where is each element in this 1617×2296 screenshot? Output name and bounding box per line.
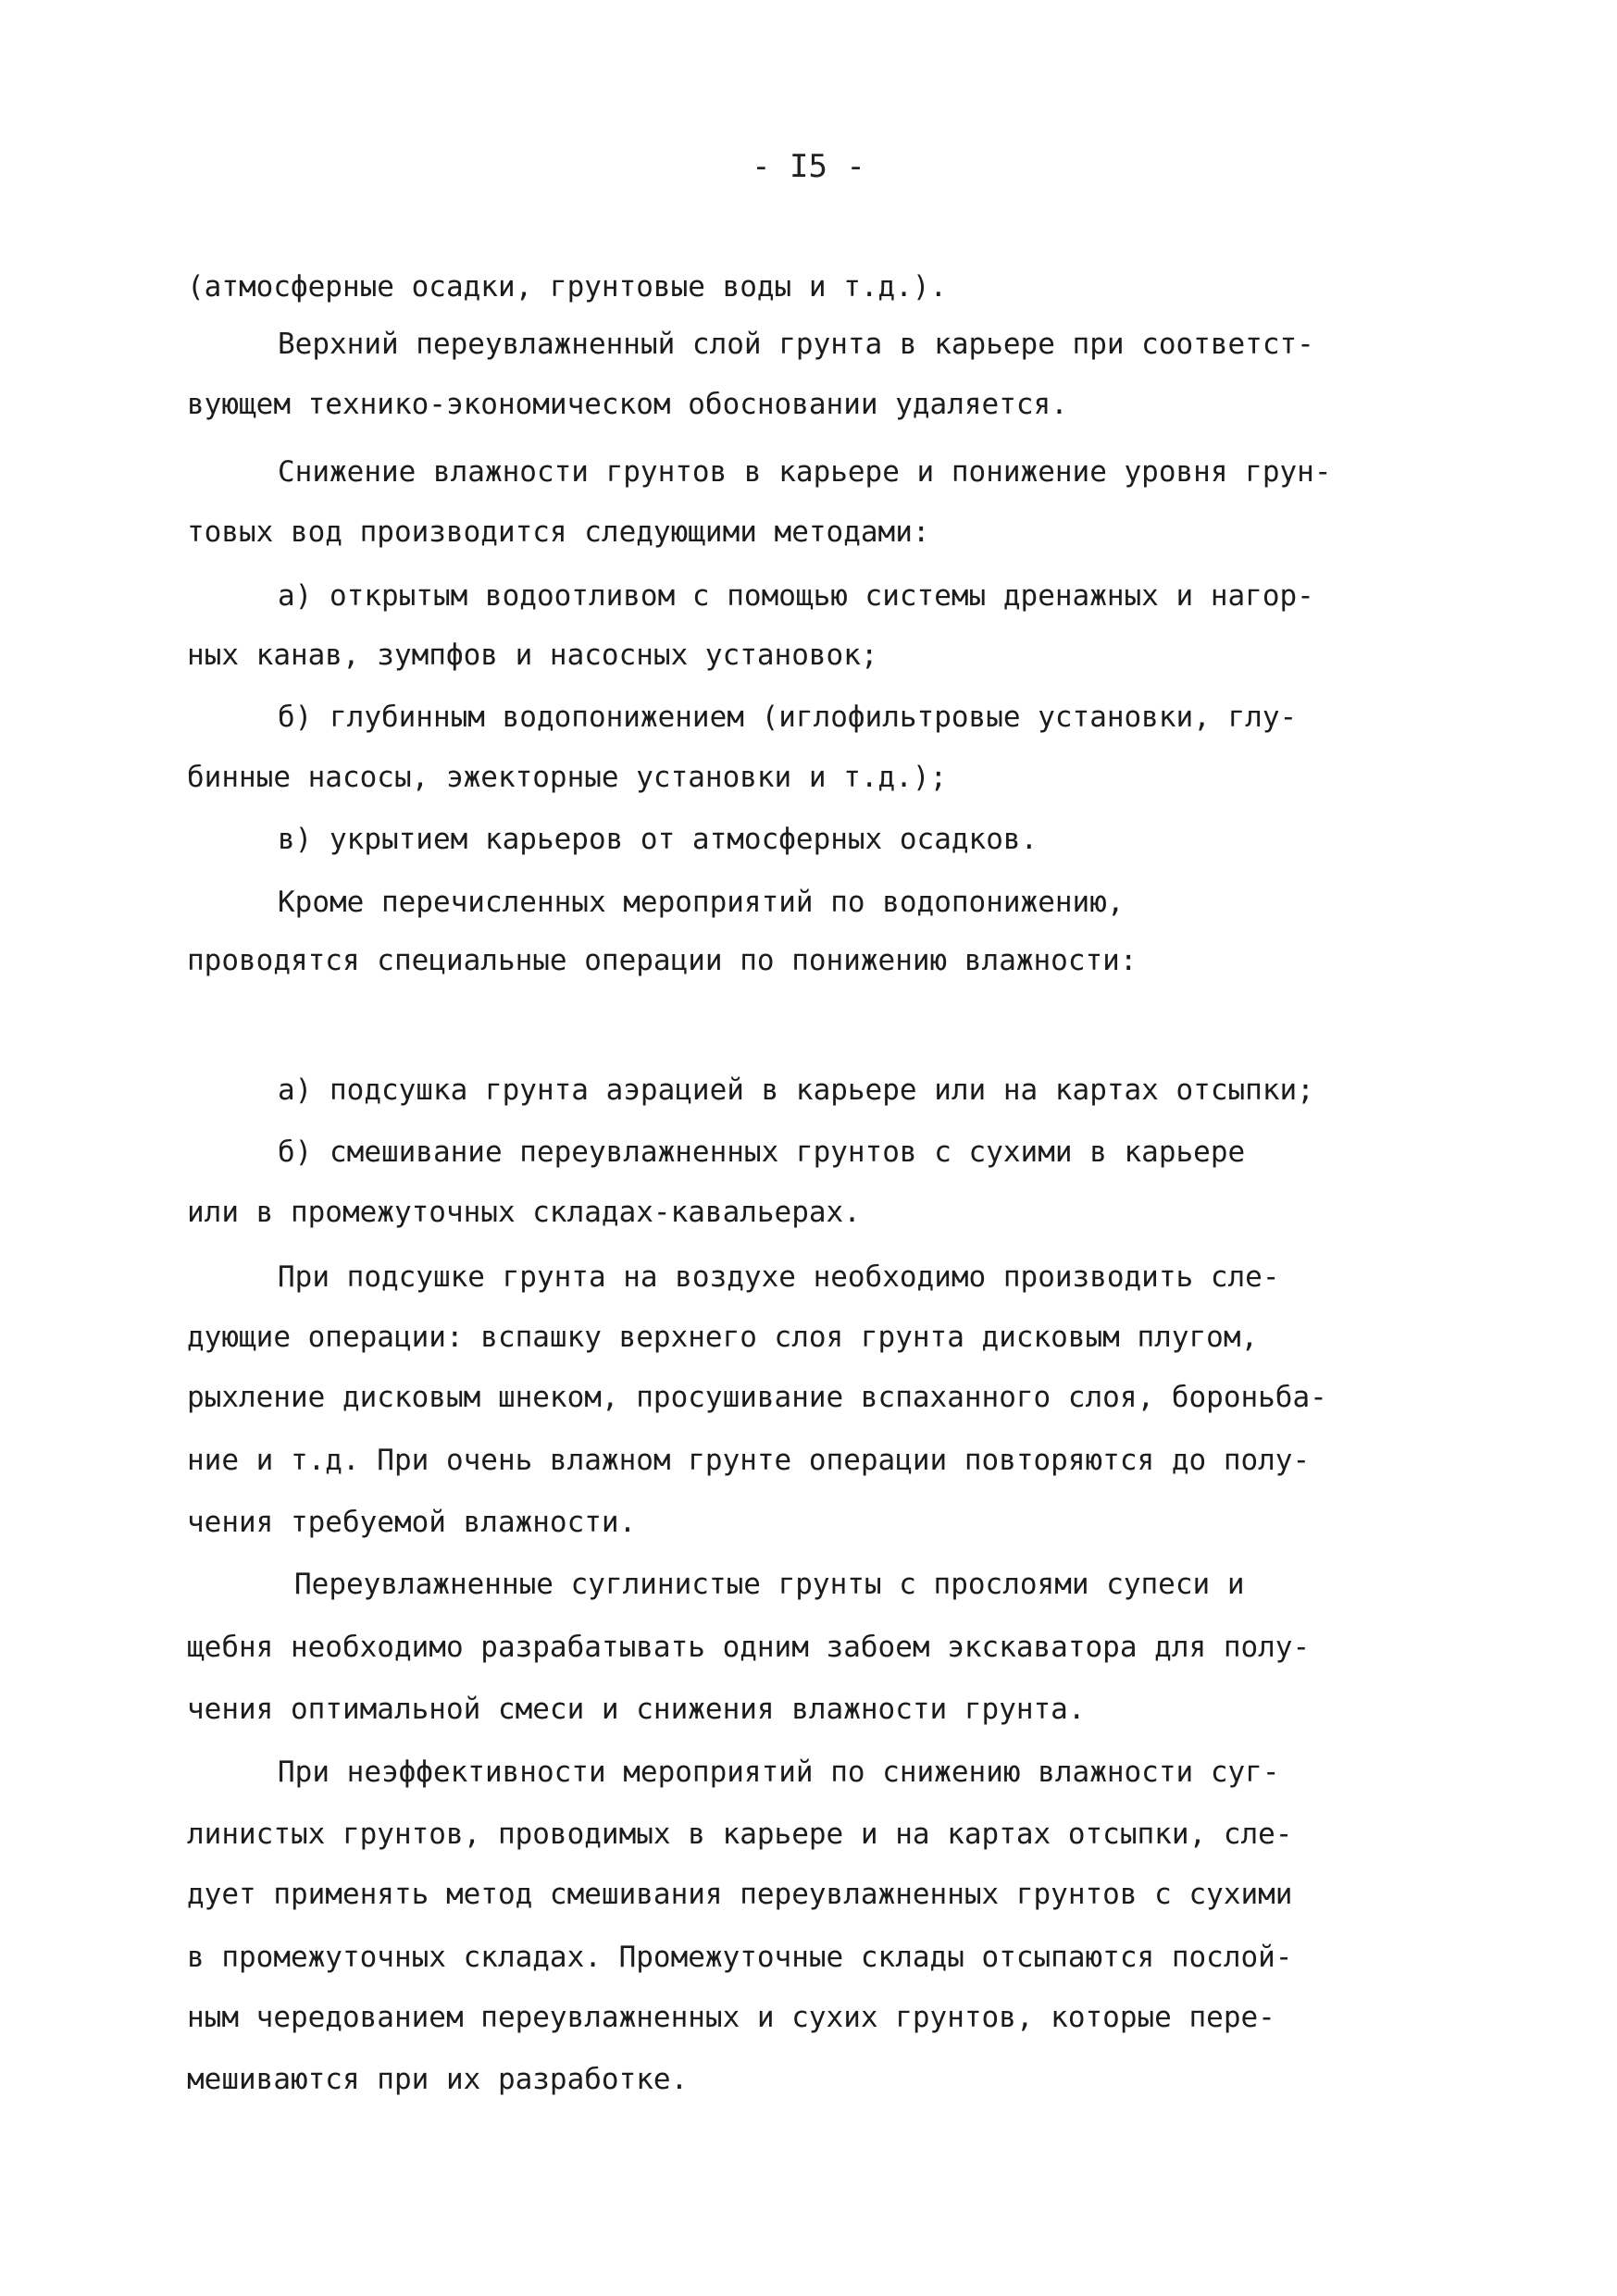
text-line: мешиваются при их разработке.: [187, 2063, 689, 2096]
text-line: ным чередованием переувлажненных и сухих грунтов, которые пере-: [187, 2001, 1275, 2034]
text-line: щебня необходимо разрабатывать одним забоем экскаватора для полу-: [187, 1631, 1311, 1664]
text-line: бинные насосы, эжекторные установки и т.д.);: [187, 761, 948, 794]
text-line: Верхний переувлажненный слой грунта в карьере при соответст-: [278, 328, 1314, 361]
text-line: в промежуточных складах. Промежуточные склады отсыпаются послой-: [187, 1941, 1293, 1974]
text-line: Переувлажненные суглинистые грунты с прослоями супеси и: [294, 1568, 1245, 1601]
text-line: чения требуемой влажности.: [187, 1506, 637, 1539]
text-line: а) открытым водоотливом с помощью системы дренажных и нагор-: [278, 579, 1314, 613]
text-line: вующем технико-экономическом обосновании удаляется.: [187, 388, 1068, 421]
text-line: б) глубинным водопонижением (иглофильтровые установки, глу-: [278, 701, 1298, 734]
text-line: б) смешивание переувлажненных грунтов с сухими в карьере: [278, 1136, 1246, 1169]
page-number: - I5 -: [752, 148, 865, 185]
text-line: дует применять метод смешивания переувлажненных грунтов с сухими: [187, 1878, 1293, 1911]
text-line: в) укрытием карьеров от атмосферных осадков.: [278, 823, 1039, 856]
text-line: Снижение влажности грунтов в карьере и понижение уровня грун-: [278, 455, 1332, 489]
text-line: дующие операции: вспашку верхнего слоя грунта дисковым плугом,: [187, 1321, 1259, 1354]
text-line: ние и т.д. При очень влажном грунте операции повторяются до полу-: [187, 1444, 1311, 1477]
text-line: (атмосферные осадки, грунтовые воды и т.д.).: [187, 270, 948, 304]
text-line: а) подсушка грунта аэрацией в карьере или на картах отсыпки;: [278, 1074, 1314, 1107]
text-line: чения оптимальной смеси и снижения влажности грунта.: [187, 1693, 1086, 1726]
text-line: линистых грунтов, проводимых в карьере и на картах отсыпки, сле-: [187, 1818, 1293, 1851]
text-line: рыхление дисковым шнеком, просушивание вспаханного слоя, бороньба-: [187, 1381, 1327, 1414]
text-line: При подсушке грунта на воздухе необходимо производить сле-: [278, 1260, 1280, 1294]
text-line: При неэффективности мероприятий по снижению влажности суг-: [278, 1756, 1280, 1789]
text-line: проводятся специальные операции по понижению влажности:: [187, 944, 1138, 977]
text-line: Кроме перечисленных мероприятий по водопонижению,: [278, 886, 1125, 919]
text-line: ных канав, зумпфов и насосных установок;: [187, 639, 878, 672]
text-line: товых вод производится следующими методами:: [187, 515, 930, 549]
text-line: или в промежуточных складах-кавальерах.: [187, 1196, 861, 1229]
